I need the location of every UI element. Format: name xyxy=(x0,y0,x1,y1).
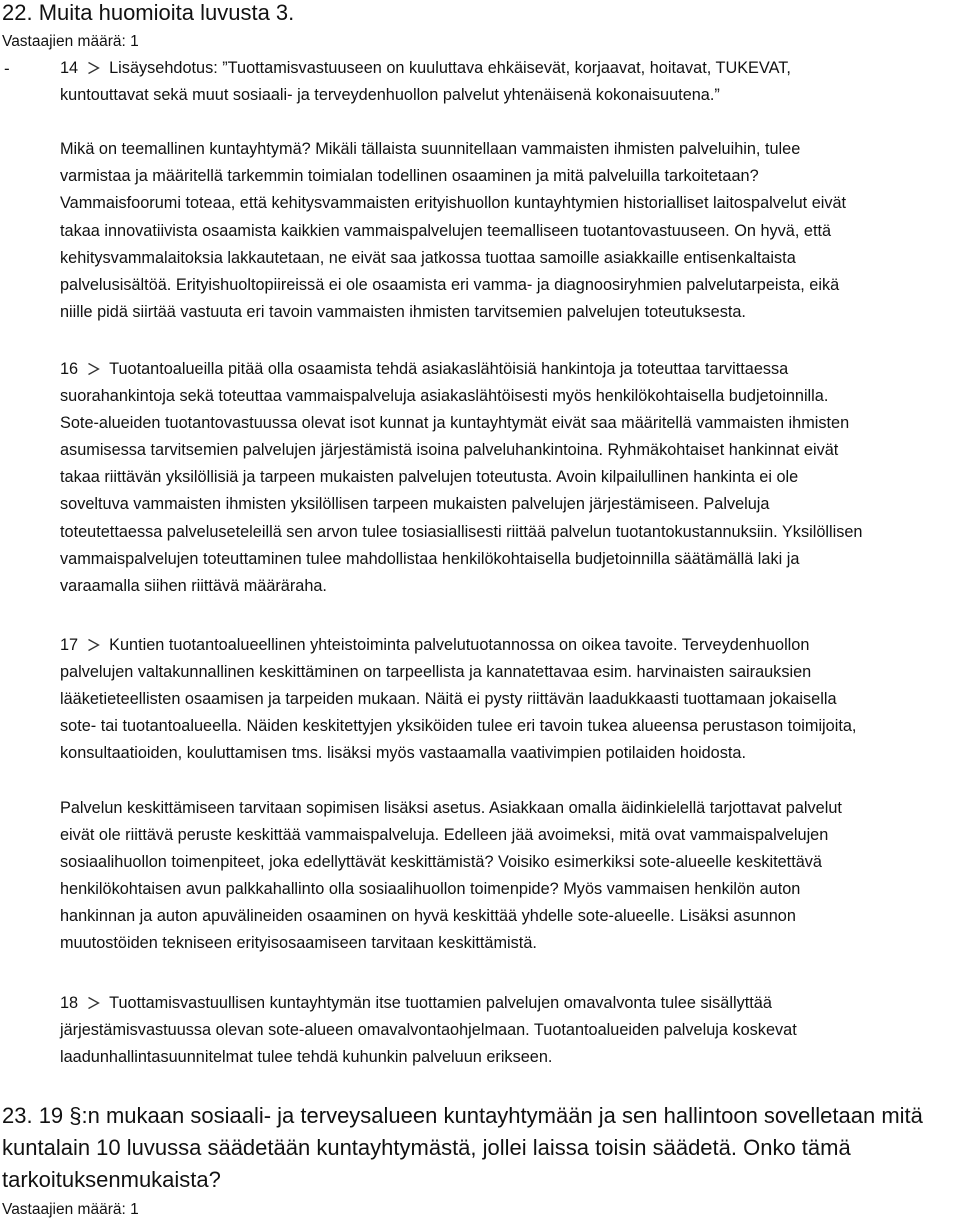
response-line: palvelujen valtakunnallinen keskittäminen on tarpeellista ja kannatettavaa esim. harvinaisten sairauksien xyxy=(60,663,812,682)
response-line: laadunhallintasuunnitelmat tulee tehdä kuhunkin palveluun erikseen. xyxy=(60,1048,553,1067)
response-14 xyxy=(60,55,954,326)
response-line: kuntouttavat sekä muut sosiaali- ja terveydenhuollon palvelut yhtenäisenä kokonaisuutena.” xyxy=(60,86,720,105)
response-line: hankinnan ja auton apuvälineiden osaaminen on hyvä keskittää yhdelle sote-alueelle. Lisäksi asunnon xyxy=(60,906,796,925)
response-first-line: 18 Tuottamisvastuullisen kuntayhtymän itse tuottamien palvelujen omavalvonta tulee sisällyttää xyxy=(60,994,772,1012)
response-line: Sote-alueiden tuotantovastuussa olevat isot kunnat ja kuntayhtymät eivät saa määritellä vammaisten ihmisten xyxy=(60,414,850,433)
response-line: takaa innovatiivista osaamista kaikkien vammaispalvelujen teemalliseen tuotantovastuuseen. On hyvä, että xyxy=(60,221,832,240)
response-number: 18 xyxy=(60,994,79,1012)
response-line: kehitysvammalaitoksia lakkautetaan, ne eivät saa jatkossa tuottaa samoille asiakkaille entisenkaltaista xyxy=(60,248,796,267)
response-line: sosiaalihuollon toimenpiteet, joka edellyttävät keskittämistä? Voisiko esimerkiksi sote-alueelle keskitettävä xyxy=(60,852,822,871)
response-line xyxy=(60,767,954,794)
response-17 xyxy=(60,632,954,957)
response-line: konsultaatioiden, kouluttamisen tms. lisäksi myös vastaamalla vaativimpien potilaiden hoidosta. xyxy=(60,744,746,763)
list-dash: - xyxy=(4,59,10,78)
response-line: vammaispalvelujen toteuttaminen tulee mahdollistaa henkilökohtaisella budjetoinnilla säätämällä laki ja xyxy=(60,549,800,568)
response-line: Mikä on teemallinen kuntayhtymä? Mikäli tällaista suunnitellaan vammaisten ihmisten palveluihin, tulee xyxy=(60,140,801,159)
section-23-heading xyxy=(2,1100,923,1196)
response-line: Vammaisfoorumi toteaa, että kehitysvammaisten erityishuollon kuntayhtymien historialliset laitospalvelut eivät xyxy=(60,194,847,213)
response-line: niille pidä siirtää vastuuta eri tavoin vammaisten ihmisten tarvitsemien palvelujen toteutuksesta. xyxy=(60,302,746,321)
speech-bubble-icon xyxy=(87,638,100,652)
response-first-line: 16 Tuotantoalueilla pitää olla osaamista tehdä asiakaslähtöisiä hankintoja ja toteuttaa tarvittaessa xyxy=(60,360,789,378)
response-line: asumisessa tarvitsemien palvelujen järjestämistä isoina palveluhankintoina. Ryhmäkohtaiset hankinnat eivät xyxy=(60,441,839,460)
response-line: lääketieteellisten osaamisen ja tarpeiden mukaan. Näitä ei pysty riittävän laadukkaasti tuottamaan jokaisella xyxy=(60,690,837,709)
heading-line: 23. 19 §:n mukaan sosiaali- ja terveysalueen kuntayhtymään ja sen hallintoon sovelletaan mitä xyxy=(2,1103,923,1128)
heading-line: kuntalain 10 luvussa säädetään kuntayhtymästä, jollei laissa toisin säädetä. Onko tämä xyxy=(2,1135,851,1160)
response-line: palvelusisältöä. Erityishuoltopiireissä ei ole osaamista eri vamma- ja diagnoosiryhmien palvelutarpeista, eikä xyxy=(60,275,840,294)
heading-line: tarkoituksenmukaista? xyxy=(2,1167,221,1192)
response-line: henkilökohtaisen avun palkkahallinto olla sosiaalihuollon toimenpide? Myös vammaisen henkilön auton xyxy=(60,879,801,898)
respondent-count: Vastaajien määrä: 1 xyxy=(2,33,139,50)
response-line xyxy=(60,109,954,136)
speech-bubble-icon xyxy=(87,61,100,75)
response-first-line: 14 Lisäysehdotus: ”Tuottamisvastuuseen on kuuluttava ehkäisevät, korjaavat, hoitavat, TUKEVAT, xyxy=(60,59,791,77)
response-number: 16 xyxy=(60,360,79,378)
respondent-count: Vastaajien määrä: 1 xyxy=(2,1201,139,1218)
response-line: eivät ole riittävä peruste keskittää vammaispalveluja. Edelleen jää avoimeksi, mitä ovat vammaispalvelujen xyxy=(60,825,829,844)
response-line: takaa riittävän yksilöllisiä ja tarpeen mukaisten palvelujen toteutusta. Avoin kilpailullinen hankinta ei ole xyxy=(60,468,799,487)
response-line: järjestämisvastuussa olevan sote-alueen omavalvontaohjelmaan. Tuotantoalueiden palveluja koskevat xyxy=(60,1021,797,1040)
response-line: varaamalla siihen riittävä määräraha. xyxy=(60,576,327,595)
response-line: toteutettaessa palveluseteleillä sen arvon tulee tosiasiallisesti riittää palvelun tuotantokustannuksiin. Yksilöllisen xyxy=(60,522,863,541)
response-line: varmistaa ja määritellä tarkemmin toimialan todellinen osaaminen ja mitä palveluilla tarkoitetaan? xyxy=(60,167,759,186)
response-line: suorahankintoja sekä toteuttaa vammaispalveluja asiakaslähtöisesti myös henkilökohtaisella budjetoinnilla. xyxy=(60,387,829,406)
section-22-heading: 22. Muita huomioita luvusta 3. xyxy=(2,0,295,25)
response-line: soveltuva vammaisten ihmisten yksilöllisen tarpeen mukaisten palvelujen järjestämiseen. Palveluja xyxy=(60,495,770,514)
response-line: sote- tai tuotantoalueella. Näiden keskitettyjen yksiköiden tulee eri tavoin tukea alueensa perustason toimijoita, xyxy=(60,717,857,736)
speech-bubble-icon xyxy=(87,362,100,376)
response-line: muutostöiden tekniseen erityisosaamiseen tarvitaan keskittämistä. xyxy=(60,934,537,953)
response-18 xyxy=(60,990,954,1071)
response-16 xyxy=(60,356,954,600)
response-number: 17 xyxy=(60,636,79,654)
speech-bubble-icon xyxy=(87,996,100,1010)
response-first-line: 17 Kuntien tuotantoalueellinen yhteistoiminta palvelutuotannossa on oikea tavoite. Terveydenhuollon xyxy=(60,636,810,654)
response-line: Palvelun keskittämiseen tarvitaan sopimisen lisäksi asetus. Asiakkaan omalla äidinkielellä tarjottavat palvelut xyxy=(60,798,842,817)
response-number: 14 xyxy=(60,59,79,77)
